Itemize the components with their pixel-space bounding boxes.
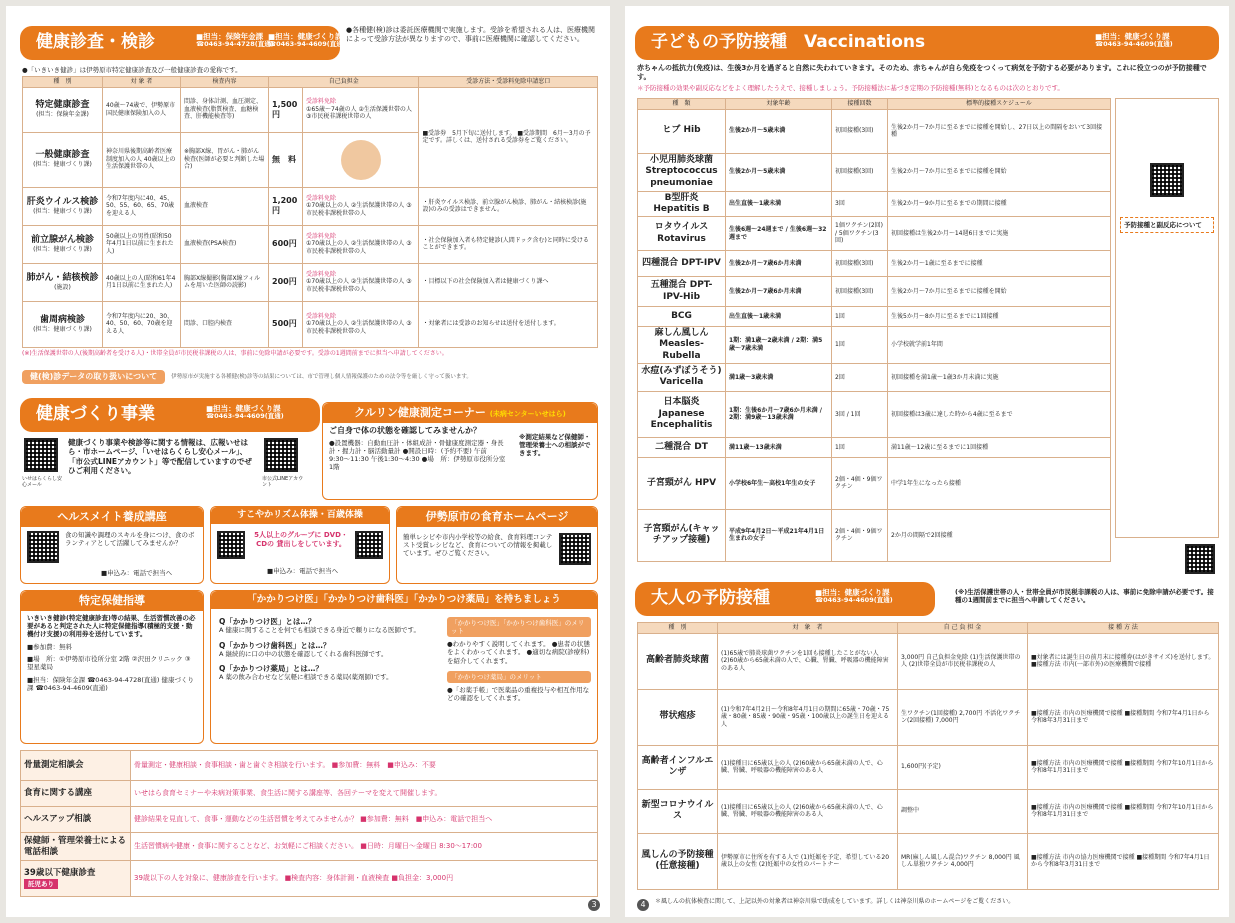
table-row: 39歳以下健康診査 託児あり 39歳以下の人を対象に、健康診査を行います。 ■検査内容：身体計測・血液検査 ■負担金：3,000円 bbox=[21, 861, 598, 897]
th-method: 受診方法・受診料免除申請窓口 bbox=[419, 77, 598, 88]
table-row: 歯周病検診 (担当：健康づくり課) 令和7年度内に20、30、40、50、60、70歳を迎える人 問診、口腔内検査 500円 受診料免除 ①70歳以上の人 ②生活保護世帯の人 ③市民税非課税世帯の人 ・対象者には受診のお知らせは送付を送付します。 bbox=[23, 301, 598, 347]
table-row: 麻しん風しん Measles-Rubella 1期：満1歳〜2歳未満 / 2期：満5歳〜7歳未満 1回 小学校就学前1年間 bbox=[638, 327, 1111, 364]
vac-note: ＊予防接種の効果や副反応などをよく理解したうえで、接種しましょう。予防接種法に基づき定期の予防接種(無料)となるものは次のとおりです。 bbox=[637, 84, 1064, 92]
table-row: B型肝炎 Hepatitis B 出生直後〜1歳未満 3回 生後2か月〜9か月に至るまでの期間に接種 bbox=[638, 191, 1111, 217]
table-row: 高齢者肺炎球菌 (1)65歳で肺炎球菌ワクチンを1回も接種したことがない人 (2)60歳から65歳未満の人で、心臓、腎臓、呼吸器の機能障害のある人 3,000円 自己負担金免除 (1)生活保護世帯の人 (2)世帯全員が市民税非課税の人 ■対象者には誕生日の前月末に接種券(はがきサイズ)を送付します。■接種方法 市内(一部市外)の医療機関で接種 bbox=[638, 633, 1219, 689]
table-row: 二種混合 DT 満11歳〜13歳未満 1回 満11歳〜12歳に至るまでに1回接種 bbox=[638, 437, 1111, 457]
tokutei-box: 特定保健指導 いきいき健診(特定健康診査)等の結果、生活習慣改善の必要があると判定された人に特定保健指導(積極的支援・動機付け支援)の利用券を送付しています。 ■参加費：無料 ■場 所：①伊勢原市役所分室 2階 ②沢田クリニック ③望星薬局 ■担当：保険年金課 ☎0463-94-4728(直通) 健康づくり課 ☎0463-94-4609(直通) bbox=[20, 590, 204, 744]
table-row: 水痘(みずぼうそう) Varicella 満1歳〜3歳未満 2回 初回接種を満1歳〜1歳3か月未満に実施 bbox=[638, 363, 1111, 391]
table-row: 食育に関する講座 いせはら食育セミナーや未病対策事業、食生活に関する講座等、各回テーマを変えて開催します。 bbox=[21, 781, 598, 807]
left-page: 健康診査・検診 ■担当：保険年金課 ☎0463-94-4728(直通) ■担当：健康づくり課 ☎0463-94-4609(直通) ●各種健(検)診は委託医療機関で実施します。受診を希望される人は、医療機関によって受診方法が異なりますので、事前に医療機関に確認してください。 ●「いきいき健診」は伊勢原市特定健康診査及び一般健康診査の愛称です。 種 別 対 象 者 検査内容 自己負担金 受診方法・受診料免除申請窓口 特定健康診査 (担当：保険年金課) 40歳〜74歳で、伊勢原市国民健康保険加入の人 問診、身体計測、血圧測定、血液検査(脂質検査、血糖検査、肝機能検査等) 1,500円 受診料免除 ①65歳〜74歳の人 ②生活保護世帯の人 ③市民税非課税世帯の人 ■受診券 5月下旬に送付します。 ■受診期間 6月〜3月の予定です。詳しくは、送付される受診券をご覧ください。 一般健康診査 (担当：健康づくり課) 神奈川県後期高齢者医療制度加入の人 40歳以上の生活保護世帯の人 ※胸部X線、胃がん・肺がん検査(医師が必要と判断した場合) 無 料 肝炎ウイルス検診 (担当：健康づくり課) 令和7年度内に40、45、50、55、60、65、70歳を迎える人 血液検査 1,200円 受診料免除 ①70歳以上の人 ②生活保護世帯の人 ③市民税非課税世帯の人 ・肝炎ウイルス検診、前立腺がん検診、肺がん・結核検診(施設)のみの受診はできません。 前立腺がん検診 (担当：健康づくり課) 50歳以上の男性(昭和50年4月1日以前に生まれた人) 血液検査(PSA検査) 600円 受診料免除 ①70歳以上の人 ②生活保護世帯の人 ③市民税非課税世帯の人 ・社会保険加入者も特定健診(人間ドック含む)と同時に受けることができます。 肺がん・結核検診 (施設) 40歳以上の人(昭和61年4月1日以前に生まれた人) 胸部X線撮影(胸部X線フィルムを用いた医師の読影) 200円 受診料免除 ①70歳以上の人 ②生活保護世帯の人 ③市民税非課税世帯の人 ・目標以下の社会保険加入者は健康づくり課へ 歯周病検診 (担当：健康づくり課) 令和7年度内に20、30、40、50、60、70歳を迎える人 問診、口腔内検査 500円 受診料免除 ①70歳以上の人 ②生活保護世帯の人 ③市民税非課税世帯の人 ・対象者には受診のお知らせは送付を送付します。 (※)生活保護世帯の人(後期高齢者を受ける人)・世帯全員が市民税非課税の人は、事前に免除申請が必要です。受診の1週間前までに担当へ申請してください。 健(検)診データの取り扱いについて 伊勢原市が実施する各種健(検)診等の結果については、市で管理し個人情報保護のための法令等を厳しく守って扱います。 健康づくり事業 ■担当：健康づくり課 ☎0463-94-4609(直通) いせはらくらし安心メール 健康づくり事業や検診等に関する情報は、広報いせはら・市ホームページ、「いせはらくらし安心メール」、「市公式LINEアカウント」等で配信していますのでぜひご利用ください。 市公式LINEアカウント クルリン健康測定コーナー (未病センターいせはら) ご自身で体の状態を確認してみませんか？ ●設置機器：自動血圧計・体組成計・骨健康度測定器・身長計・握力計・脳活動量計 ●開設日時：(予約不要) 午前9:30〜11:30 午後1:30〜4:30 ●場 所：伊勢原市役所分室1階 ※測定結果など保健師・管理栄養士への相談ができます。 ヘルスメイト養成講座 食の知識や調理のスキルを身につけ、食のボランティアとして活躍してみませんか？ ■申込み：電話で担当へ すこやかリズム体操・百歳体操 5人以上のグループに DVD・CDの 貸出しをしています。 ■申込み：電話で担当へ 伊勢原市の食育ホームページ 簡単レシピや市内小学校等の給食、食育料理コンテスト受賞レシピなど、食育についての情報を掲載しています。ぜひご覧ください。 特定保健指導 いきいき健診(特定健康診査)等の結果、生活習慣改善の必要があると判定された人に特定保健指導(積極的支援・動機付け支援)の利用券を送付しています。 ■参加費：無料 ■場 所：①伊勢原市役所分室 2階 ②沢田クリニック ③望星薬局 ■担当：保険年金課 ☎0463-94-4728(直通) 健康づくり課 ☎0463-94-4609(直通) 「かかりつけ医」「かかりつけ歯科医」「かかりつけ薬局」を持ちましょう Q「かかりつけ医」とは…？ A 健康に関することを何でも相談できる身近で頼りになる医師です。 Q「かかりつけ歯科医」とは…？ A 継続的に口の中の状態を確認してくれる歯科医師です。 Q「かかりつけ薬局」とは…？ A 薬の飲み合わせなど気軽に相談できる薬局(薬剤師)です。 「かかりつけ医」「かかりつけ歯科医」のメリット ●わかりやすく説明してくれます。 ●患者の状態をよくわかってくれます。 ●適切な病院(診療科)を紹介してくれます。 「かかりつけ薬局」のメリット ●「お薬手帳」で医薬品の重複投与や相互作用などの確認をしてくれます。 骨量測定相談会 骨量測定・健康相談・食事相談・歯と歯ぐき相談を行います。 ■参加費：無料 ■申込み：不要 食育に関する講座 いせはら食育セミナーや未病対策事業、食生活に関する講座等、各回テーマを変えて開催します。 ヘルスアップ相談 健診結果を見直して、食事・運動などの生活習慣を考えてみませんか？ ■参加費：無料 ■申込み：電話で担当へ 保健師・管理栄養士による電話相談 生活習慣病や健康・食事に関することなど、お気軽にご相談ください。 ■日時：月曜日〜金曜日 8:30〜17:00 39歳以下健康診査 託児あり 39歳以下の人を対象に、健康診査を行います。 ■検査内容：身体計測・血液検査 ■負担金：3,000円 3 bbox=[6, 6, 610, 917]
table-foot: (※)生活保護世帯の人(後期高齢者を受ける人)・世帯全員が市民税非課税の人は、事前に免除申請が必要です。受診の1週間前までに担当へ申請してください。 bbox=[22, 349, 448, 357]
table-row: 帯状疱疹 (1)令和7年4月2日〜令和8年4月1日の期間に65歳・70歳・75歳・80歳・85歳・90歳・95歳・100歳以上の誕生日を迎える人 生ワクチン(1回接種) 2,700円 不活化ワクチン(2回接種) 7,000円 ■接種方法 市内の医療機関で接種 ■接種期間 令和7年4月1日から令和8年3月31日まで bbox=[638, 689, 1219, 745]
qr-code-hm[interactable] bbox=[27, 531, 59, 563]
qr-code-vac[interactable] bbox=[1150, 163, 1184, 197]
table-row: ヒブ Hib 生後2か月〜5歳未満 初回接種(3回) 生後2か月〜7か月に至るまでに接種を開始し、27日以上の間隔をおいて3回接種 bbox=[638, 109, 1111, 153]
dz-title-bar: 健康づくり事業 bbox=[20, 398, 320, 432]
qr-code-sk1[interactable] bbox=[217, 531, 245, 559]
adult-title-bar: 大人の予防接種 bbox=[635, 582, 935, 616]
page-number: 4 bbox=[637, 899, 649, 911]
checkup-table bbox=[22, 76, 598, 357]
table-row: 前立腺がん検診 (担当：健康づくり課) 50歳以上の男性(昭和50年4月1日以前に生まれた人) 血液検査(PSA検査) 600円 受診料免除 ①70歳以上の人 ②生活保護世帯の人 ③市民税非課税世帯の人 ・社会保険加入者も特定健診(人間ドック含む)と同時に受けることができます。 bbox=[23, 225, 598, 263]
resp-hoken: ■担当：保険年金課 ☎0463-94-4728(直通) bbox=[196, 32, 274, 48]
adult-table: 種 別 対 象 者 自 己 負 担 金 接 種 方 法 高齢者肺炎球菌 (1)65歳で肺炎球菌ワクチンを1回も接種したことがない人 (2)60歳から65歳未満の人で、心臓、腎臓、呼吸器の機能障害のある人 3,000円 自己負担金免除 (1)生活保護世帯の人 (2)世帯全員が市民税非課税の人 ■対象者には誕生日の前月末に接種券(はがきサイズ)を送付します。■接種方法 市内(一部市外)の医療機関で接種 帯状疱疹 (1)令和7年4月2日〜令和8年4月1日の期間に65歳・70歳・75歳・80歳・85歳・90歳・95歳・100歳以上の誕生日を迎える人 生ワクチン(1回接種) 2,700円 不活化ワクチン(2回接種) 7,000円 ■接種方法 市内の医療機関で接種 ■接種期間 令和7年4月1日から令和8年3月31日まで 高齢者インフルエンザ (1)接種日に65歳以上の人 (2)60歳から65歳未満の人で、心臓、腎臓、呼吸器の機能障害のある人 1,600円(予定) ■接種方法 市内の医療機関で接種 ■接種期間 令和7年10月1日から令和8年1月31日まで 新型コロナウイルス (1)接種日に65歳以上の人 (2)60歳から65歳未満の人で、心臓、腎臓、呼吸器の機能障害のある人 調整中 ■接種方法 市内の医療機関で接種 ■接種期間 令和7年10月1日から令和8年1月31日まで 風しんの予防接種(任意接種) 伊勢原市に住所を有する人で (1)妊娠を予定、希望している20歳以上の女性 (2)妊娠中の女性のパートナー MR(麻しん風しん混合)ワクチン 8,000円 風しん単独ワクチン 4,000円 ■接種方法 市内の協力医療機関で接種 ■接種期間 令和7年4月1日から令和8年3月31日まで bbox=[637, 622, 1219, 890]
kururin-box: クルリン健康測定コーナー (未病センターいせはら) ご自身で体の状態を確認してみませんか？ ●設置機器：自動血圧計・体組成計・骨健康度測定器・身長計・握力計・脳活動量計 ●開設日時：(予約不要) 午前9:30〜11:30 午後1:30〜4:30 ●場 所：伊勢原市役所分室1階 ※測定結果など保健師・管理栄養士への相談ができます。 bbox=[322, 402, 598, 500]
table-row: 五種混合 DPT-IPV-Hib 生後2か月〜7歳6か月未満 初回接種(3回) 生後2か月〜7か月に至るまでに接種を開始 bbox=[638, 277, 1111, 307]
th-fee: 自己負担金 bbox=[269, 77, 419, 88]
vac-lead: 赤ちゃんの抵抗力(免疫)は、生後3か月を過ぎると自然に失われていきます。そのため、赤ちゃんが自ら免疫をつくって病気を予防する必要があります。これに役立つのが予防接種です。 bbox=[637, 64, 1207, 81]
food-box: 伊勢原市の食育ホームページ 簡単レシピや市内小学校等の給食、食育料理コンテスト受賞レシピなど、食育についての情報を掲載しています。ぜひご覧ください。 bbox=[396, 506, 598, 584]
qr-code-sk2[interactable] bbox=[355, 531, 383, 559]
adult-resp: ■担当：健康づくり課 ☎0463-94-4609(直通) bbox=[815, 588, 893, 604]
right-page bbox=[625, 6, 1229, 917]
sukoyaka-box: すこやかリズム体操・百歳体操 5人以上のグループに DVD・CDの 貸出しをしています。 ■申込み：電話で担当へ bbox=[210, 506, 390, 584]
table-row: 四種混合 DPT-IPV 生後2か月〜7歳6か月未満 初回接種(3回) 生後2か月〜1歳に至るまでに接種 bbox=[638, 251, 1111, 277]
childcare-badge: 託児あり bbox=[24, 879, 58, 889]
table-row: 新型コロナウイルス (1)接種日に65歳以上の人 (2)60歳から65歳未満の人で、心臓、腎臓、呼吸器の機能障害のある人 調整中 ■接種方法 市内の医療機関で接種 ■接種期間 令和7年10月1日から令和8年1月31日まで bbox=[638, 789, 1219, 833]
data-handling: 健(検)診データの取り扱いについて 伊勢原市が実施する各種健(検)診等の結果については、市で管理し個人情報保護のための法令等を厳しく守って扱います。 bbox=[22, 368, 598, 386]
vac-title-bar: 子どもの予防接種 Vaccinations bbox=[635, 26, 1219, 60]
table-row: 特定健康診査 (担当：保険年金課) 40歳〜74歳で、伊勢原市国民健康保険加入の人 問診、身体計測、血圧測定、血液検査(脂質検査、血糖検査、肝機能検査等) 1,500円 受診料免除 ①65歳〜74歳の人 ②生活保護世帯の人 ③市民税非課税世帯の人 ■受診券 5月下旬に送付します。 ■受診期間 6月〜3月の予定です。詳しくは、送付される受診券をご覧ください。 bbox=[23, 87, 598, 132]
qr-code-line[interactable] bbox=[264, 438, 298, 472]
table-row: 日本脳炎 Japanese Encephalitis 1期：生後6か月〜7歳6か月未満 / 2期：満9歳〜13歳未満 3回 / 1回 初回接種は3歳に達した時から4歳に至るまで bbox=[638, 391, 1111, 437]
health-title: 健康診査・検診 bbox=[36, 32, 155, 53]
vac-sidebar: 予防接種と副反応について bbox=[1115, 98, 1219, 538]
qr-code-mail[interactable] bbox=[24, 438, 58, 472]
vac-table: 種 類 対象年齢 接種回数 標準的接種スケジュール ヒブ Hib 生後2か月〜5歳未満 初回接種(3回) 生後2か月〜7か月に至るまでに接種を開始し、27日以上の間隔をおいて3回接種 小児用肺炎球菌 Streptococcus pneumoniae 生後2か月〜5歳未満 初回接種(3回) 生後2か月〜7か月に至るまでに接種を開始 B型肝炎 Hepatitis B 出生直後〜1歳未満 3回 生後2か月〜9か月に至るまでの期間に接種 ロタウイルス Rotavirus 生後6週〜24週まで / 生後6週〜32週まで 1価ワクチン(2回) / 5価ワクチン(3回) 初回接種は生後2か月〜14週6日までに実施 四種混合 DPT-IPV 生後2か月〜7歳6か月未満 初回接種(3回) 生後2か月〜1歳に至るまでに接種 五種混合 DPT-IPV-Hib 生後2か月〜7歳6か月未満 初回接種(3回) 生後2か月〜7か月に至るまでに接種を開始 BCG 出生直後〜1歳未満 1回 生後5か月〜8か月に至るまでに1回接種 麻しん風しん Measles-Rubella 1期：満1歳〜2歳未満 / 2期：満5歳〜7歳未満 1回 小学校就学前1年間 水痘(みずぼうそう) Varicella 満1歳〜3歳未満 2回 初回接種を満1歳〜1歳3か月未満に実施 日本脳炎 Japanese Encephalitis 1期：生後6か月〜7歳6か月未満 / 2期：満9歳〜13歳未満 3回 / 1回 初回接種は3歳に達した時から4歳に至るまで 二種混合 DT 満11歳〜13歳未満 1回 満11歳〜12歳に至るまでに1回接種 子宮頸がん HPV 小学校6年生〜高校1年生の女子 2価・4価・9価ワクチン 中学1年生になったら接種 子宮頸がん(キャッチアップ接種) 平成9年4月2日〜平成21年4月1日生まれの女子 2価・4価・9価ワクチン 2か月の間隔で2回接種 bbox=[637, 98, 1111, 562]
dz-text: 健康づくり事業や検診等に関する情報は、広報いせはら・市ホームページ、「いせはらくらし安心メール」、「市公式LINEアカウント」等で配信していますのでぜひご利用ください。 bbox=[68, 438, 252, 476]
table-row: 風しんの予防接種(任意接種) 伊勢原市に住所を有する人で (1)妊娠を予定、希望している20歳以上の女性 (2)妊娠中の女性のパートナー MR(麻しん風しん混合)ワクチン 8,000円 風しん単独ワクチン 4,000円 ■接種方法 市内の協力医療機関で接種 ■接種期間 令和7年4月1日から令和8年3月31日まで bbox=[638, 833, 1219, 889]
table-row: 子宮頸がん HPV 小学校6年生〜高校1年生の女子 2価・4価・9価ワクチン 中学1年生になったら接種 bbox=[638, 457, 1111, 509]
table-row: 保健師・管理栄養士による電話相談 生活習慣病や健康・食事に関することなど、お気軽にご相談ください。 ■日時：月曜日〜金曜日 8:30〜17:00 bbox=[21, 833, 598, 861]
table-row: 高齢者インフルエンザ (1)接種日に65歳以上の人 (2)60歳から65歳未満の人で、心臓、腎臓、呼吸器の機能障害のある人 1,600円(予定) ■接種方法 市内の医療機関で接種 ■接種期間 令和7年10月1日から令和8年1月31日まで bbox=[638, 745, 1219, 789]
table-row: BCG 出生直後〜1歳未満 1回 生後5か月〜8か月に至るまでに1回接種 bbox=[638, 307, 1111, 327]
healthmate-box: ヘルスメイト養成講座 食の知識や調理のスキルを身につけ、食のボランティアとして活躍してみませんか？ ■申込み：電話で担当へ bbox=[20, 506, 204, 584]
vac-resp: ■担当：健康づくり課 ☎0463-94-4609(直通) bbox=[1095, 32, 1173, 48]
table-row: 子宮頸がん(キャッチアップ接種) 平成9年4月2日〜平成21年4月1日生まれの女子 2価・4価・9価ワクチン 2か月の間隔で2回接種 bbox=[638, 509, 1111, 561]
resp-kenko: ■担当：健康づくり課 ☎0463-94-4609(直通) bbox=[268, 32, 346, 48]
qr-code-vac2[interactable] bbox=[1185, 544, 1215, 574]
page-number: 3 bbox=[588, 899, 600, 911]
th-content: 検査内容 bbox=[181, 77, 269, 88]
table-row: 肝炎ウイルス検診 (担当：健康づくり課) 令和7年度内に40、45、50、55、60、65、70歳を迎える人 血液検査 1,200円 受診料免除 ①70歳以上の人 ②生活保護世帯の人 ③市民税非課税世帯の人 ・肝炎ウイルス検診、前立腺がん検診、肺がん・結核検診(施設)のみの受診はできません。 bbox=[23, 187, 598, 225]
th-type: 種 別 bbox=[23, 77, 103, 88]
table-row: 肺がん・結核検診 (施設) 40歳以上の人(昭和61年4月1日以前に生まれた人) 胸部X線撮影(胸部X線フィルムを用いた医師の読影) 200円 受診料免除 ①70歳以上の人 ②生活保護世帯の人 ③市民税非課税世帯の人 ・目標以下の社会保険加入者は健康づくり課へ bbox=[23, 263, 598, 301]
table-caption: ●「いきいき健診」は伊勢原市特定健康診査及び一般健康診査の愛称です。 bbox=[22, 66, 242, 74]
dz-resp: ■担当：健康づくり課 ☎0463-94-4609(直通) bbox=[206, 404, 284, 420]
mascot-icon bbox=[341, 140, 381, 180]
consult-table bbox=[20, 750, 598, 897]
kakaritsuke-box: 「かかりつけ医」「かかりつけ歯科医」「かかりつけ薬局」を持ちましょう Q「かかりつけ医」とは…？ A 健康に関することを何でも相談できる身近で頼りになる医師です。 Q「かかりつけ歯科医」とは…？ A 継続的に口の中の状態を確認してくれる歯科医師です。 Q「かかりつけ薬局」とは…？ A 薬の飲み合わせなど気軽に相談できる薬局(薬剤師)です。 「かかりつけ医」「かかりつけ歯科医」のメリット ●わかりやすく説明してくれます。 ●患者の状態をよくわかってくれます。 ●適切な病院(診療科)を紹介してくれます。 「かかりつけ薬局」のメリット ●「お薬手帳」で医薬品の重複投与や相互作用などの確認をしてくれます。 bbox=[210, 590, 598, 744]
qr-code-food[interactable] bbox=[559, 533, 591, 565]
adult-note: (※)生活保護世帯の人・世帯全員が市民税非課税の人は、事前に免除申請が必要です。接種の1週間前までに担当へ申請してください。 bbox=[955, 588, 1214, 605]
health-note: ●各種健(検)診は委託医療機関で実施します。受診を希望される人は、医療機関によって受診方法が異なりますので、事前に医療機関に確認してください。 bbox=[346, 26, 596, 43]
table-row: 一般健康診査 (担当：健康づくり課) 神奈川県後期高齢者医療制度加入の人 40歳以上の生活保護世帯の人 ※胸部X線、胃がん・肺がん検査(医師が必要と判断した場合) 無 料 bbox=[23, 132, 598, 187]
table-row: 小児用肺炎球菌 Streptococcus pneumoniae 生後2か月〜5歳未満 初回接種(3回) 生後2か月〜7か月に至るまでに接種を開始 bbox=[638, 153, 1111, 191]
th-target: 対 象 者 bbox=[103, 77, 181, 88]
footnote: ＊風しんの抗体検査に関して、上記以外の対象者は神奈川県で助成をしています。詳しくは神奈川県のホームページをご覧ください。 bbox=[655, 898, 1015, 905]
table-row: 骨量測定相談会 骨量測定・健康相談・食事相談・歯と歯ぐき相談を行います。 ■参加費：無料 ■申込み：不要 bbox=[21, 751, 598, 781]
table-row: ロタウイルス Rotavirus 生後6週〜24週まで / 生後6週〜32週まで 1価ワクチン(2回) / 5価ワクチン(3回) 初回接種は生後2か月〜14週6日までに実施 bbox=[638, 217, 1111, 251]
table-row: ヘルスアップ相談 健診結果を見直して、食事・運動などの生活習慣を考えてみませんか？ ■参加費：無料 ■申込み：電話で担当へ bbox=[21, 807, 598, 833]
